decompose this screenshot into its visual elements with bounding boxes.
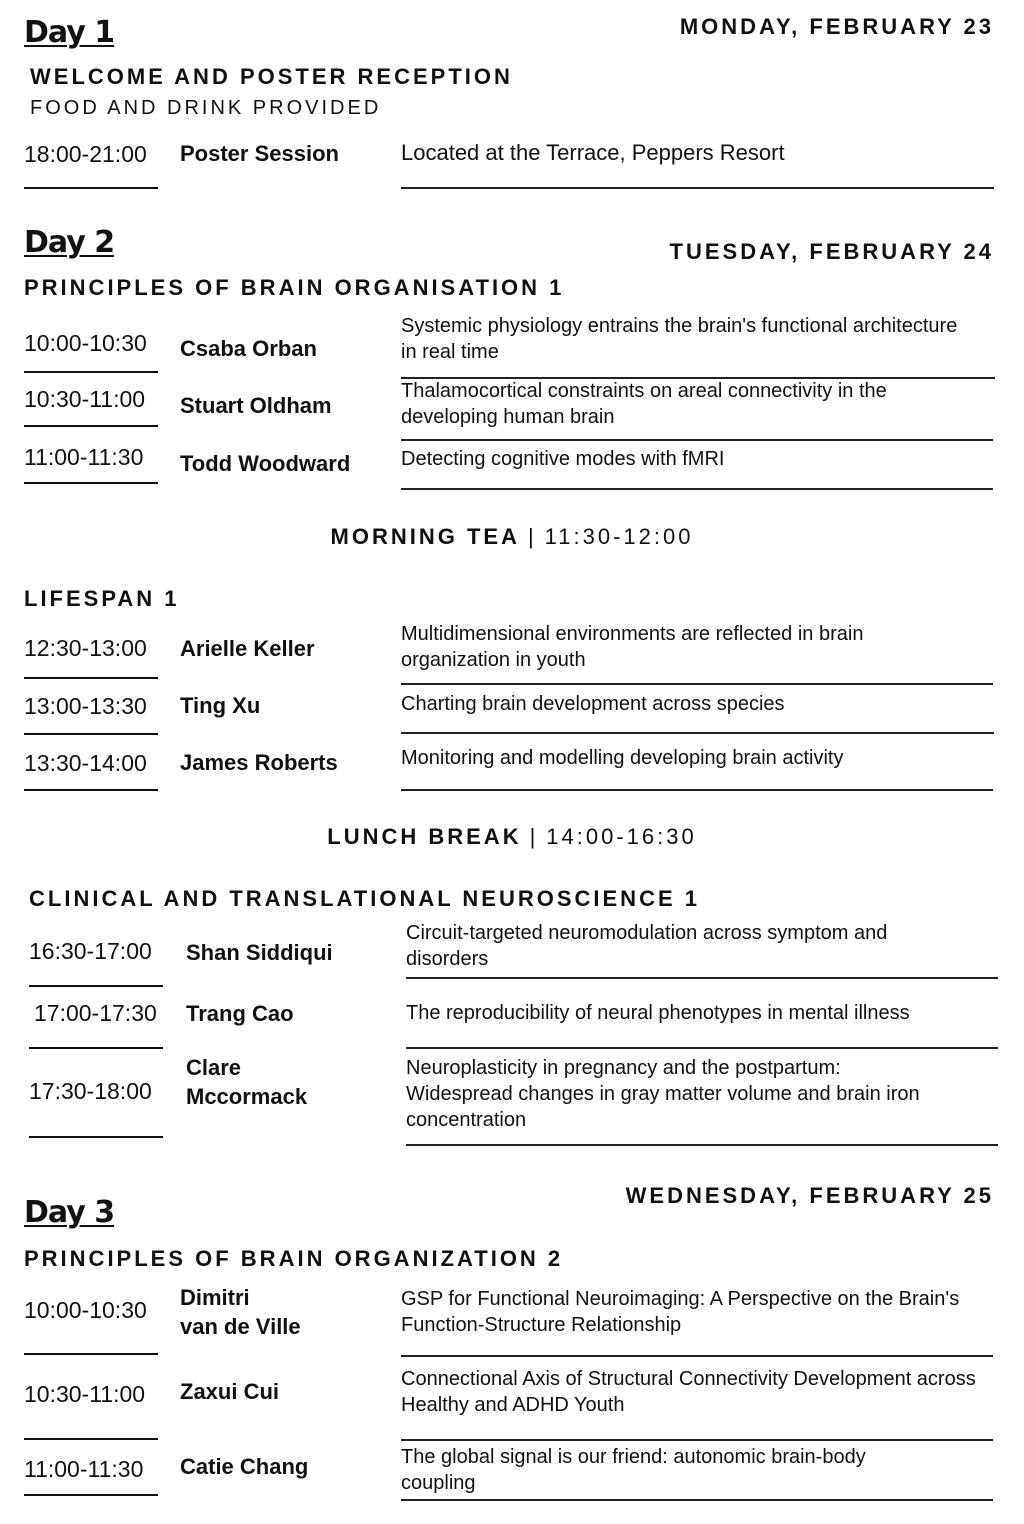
divider — [401, 439, 993, 441]
talk-title: Circuit-targeted neuromodulation across symptom and disorders — [406, 922, 888, 970]
divider — [401, 789, 993, 791]
divider — [24, 1438, 158, 1440]
divider — [24, 371, 158, 373]
talk-time: 12:30-13:00 — [24, 635, 147, 661]
talk-title: Thalamocortical constraints on areal connectivity in the developing human brain — [401, 380, 887, 428]
day-2-date: TUESDAY, FEBRUARY 24 — [669, 239, 994, 264]
session-title: LIFESPAN 1 — [24, 586, 180, 611]
session-title: WELCOME AND POSTER RECEPTION — [30, 64, 513, 89]
divider — [401, 1439, 993, 1441]
talk-title: Multidimensional environments are reflected in brain organization in youth — [401, 623, 864, 671]
talk-time: 13:00-13:30 — [24, 693, 147, 719]
talk-speaker-line2: Mccormack — [186, 1084, 308, 1109]
talk-title-line2: Widespread changes in gray matter volume and brain iron — [406, 1083, 920, 1105]
break-separator: | — [529, 824, 539, 849]
talk-time: 10:00-10:30 — [24, 330, 147, 356]
divider — [24, 1353, 158, 1355]
divider — [401, 732, 994, 734]
talk-speaker: Trang Cao — [186, 1001, 294, 1026]
talk-title: Detecting cognitive modes with fMRI — [401, 448, 725, 470]
break-morning-tea — [0, 526, 1024, 548]
break-separator: | — [527, 524, 537, 549]
break-label: LUNCH BREAK — [327, 824, 522, 849]
break-time: 14:00-16:30 — [546, 824, 697, 849]
divider — [406, 977, 998, 979]
talk-time: 18:00-21:00 — [24, 141, 147, 167]
talk-speaker: Stuart Oldham — [180, 393, 332, 418]
divider — [29, 1047, 163, 1049]
talk-title: Monitoring and modelling developing brain activity — [401, 747, 844, 769]
talk-speaker: Poster Session — [180, 141, 339, 166]
divider — [401, 1355, 993, 1357]
break-lunch — [0, 826, 1024, 848]
talk-title-line3: concentration — [406, 1109, 527, 1131]
divider — [401, 683, 993, 685]
session-title: PRINCIPLES OF BRAIN ORGANISATION 1 — [24, 275, 565, 300]
talk-time: 13:30-14:00 — [24, 750, 147, 776]
talk-speaker-line1: Dimitri — [180, 1285, 250, 1310]
divider — [401, 1499, 993, 1501]
divider — [24, 789, 158, 791]
day-3-heading: Day 3 — [24, 1195, 115, 1230]
divider — [29, 985, 163, 987]
talk-speaker: Shan Siddiqui — [186, 940, 333, 965]
divider — [24, 187, 158, 189]
divider — [406, 1047, 998, 1049]
talk-title: Located at the Terrace, Peppers Resort — [401, 140, 785, 165]
divider — [24, 425, 158, 427]
talk-time: 11:00-11:30 — [24, 444, 144, 470]
talk-title: Charting brain development across species — [401, 693, 785, 715]
divider — [24, 482, 158, 484]
session-title: PRINCIPLES OF BRAIN ORGANIZATION 2 — [24, 1246, 564, 1271]
day-1-date: MONDAY, FEBRUARY 23 — [679, 14, 994, 39]
talk-time: 17:30-18:00 — [29, 1078, 152, 1104]
talk-speaker: Zaxui Cui — [180, 1379, 280, 1404]
talk-speaker: Csaba Orban — [180, 336, 317, 361]
talk-time: 17:00-17:30 — [34, 1000, 157, 1026]
talk-title: The global signal is our friend: autonomic brain-body coupling — [401, 1446, 866, 1494]
divider — [24, 1494, 158, 1496]
talk-speaker: Arielle Keller — [180, 636, 315, 661]
talk-speaker: Todd Woodward — [180, 451, 351, 476]
talk-time: 10:30-11:00 — [24, 386, 146, 412]
divider — [401, 488, 993, 490]
session-title: CLINICAL AND TRANSLATIONAL NEUROSCIENCE 1 — [29, 886, 700, 911]
day-3-date: WEDNESDAY, FEBRUARY 25 — [625, 1183, 994, 1208]
talk-time: 16:30-17:00 — [29, 938, 152, 964]
talk-title: GSP for Functional Neuroimaging: A Perspective on the Brain's Function-Structure Relationship — [401, 1288, 960, 1336]
talk-title: Connectional Axis of Structural Connectivity Development across Healthy and ADHD Youth — [401, 1368, 976, 1416]
day-1-heading: Day 1 — [24, 15, 115, 50]
divider — [401, 187, 994, 189]
talk-time: 11:00-11:30 — [24, 1456, 144, 1482]
day-2-heading: Day 2 — [24, 225, 115, 260]
break-time: 11:30-12:00 — [544, 524, 694, 549]
break-label: MORNING TEA — [330, 524, 520, 549]
divider — [29, 1136, 163, 1138]
divider — [24, 733, 158, 735]
divider — [24, 677, 158, 679]
talk-title: Systemic physiology entrains the brain's functional architecture in real time — [401, 315, 958, 363]
talk-speaker: Ting Xu — [180, 693, 261, 718]
talk-speaker: Catie Chang — [180, 1454, 309, 1479]
session-subtitle: FOOD AND DRINK PROVIDED — [30, 97, 382, 119]
talk-speaker-line2: van de Ville — [180, 1314, 301, 1339]
talk-time: 10:00-10:30 — [24, 1297, 147, 1323]
talk-speaker: James Roberts — [180, 750, 338, 775]
divider — [406, 1144, 998, 1146]
talk-title-line1: Neuroplasticity in pregnancy and the postpartum: — [406, 1057, 841, 1079]
talk-title: The reproducibility of neural phenotypes in mental illness — [406, 1002, 910, 1024]
talk-speaker-line1: Clare — [186, 1055, 242, 1080]
talk-time: 10:30-11:00 — [24, 1381, 146, 1407]
